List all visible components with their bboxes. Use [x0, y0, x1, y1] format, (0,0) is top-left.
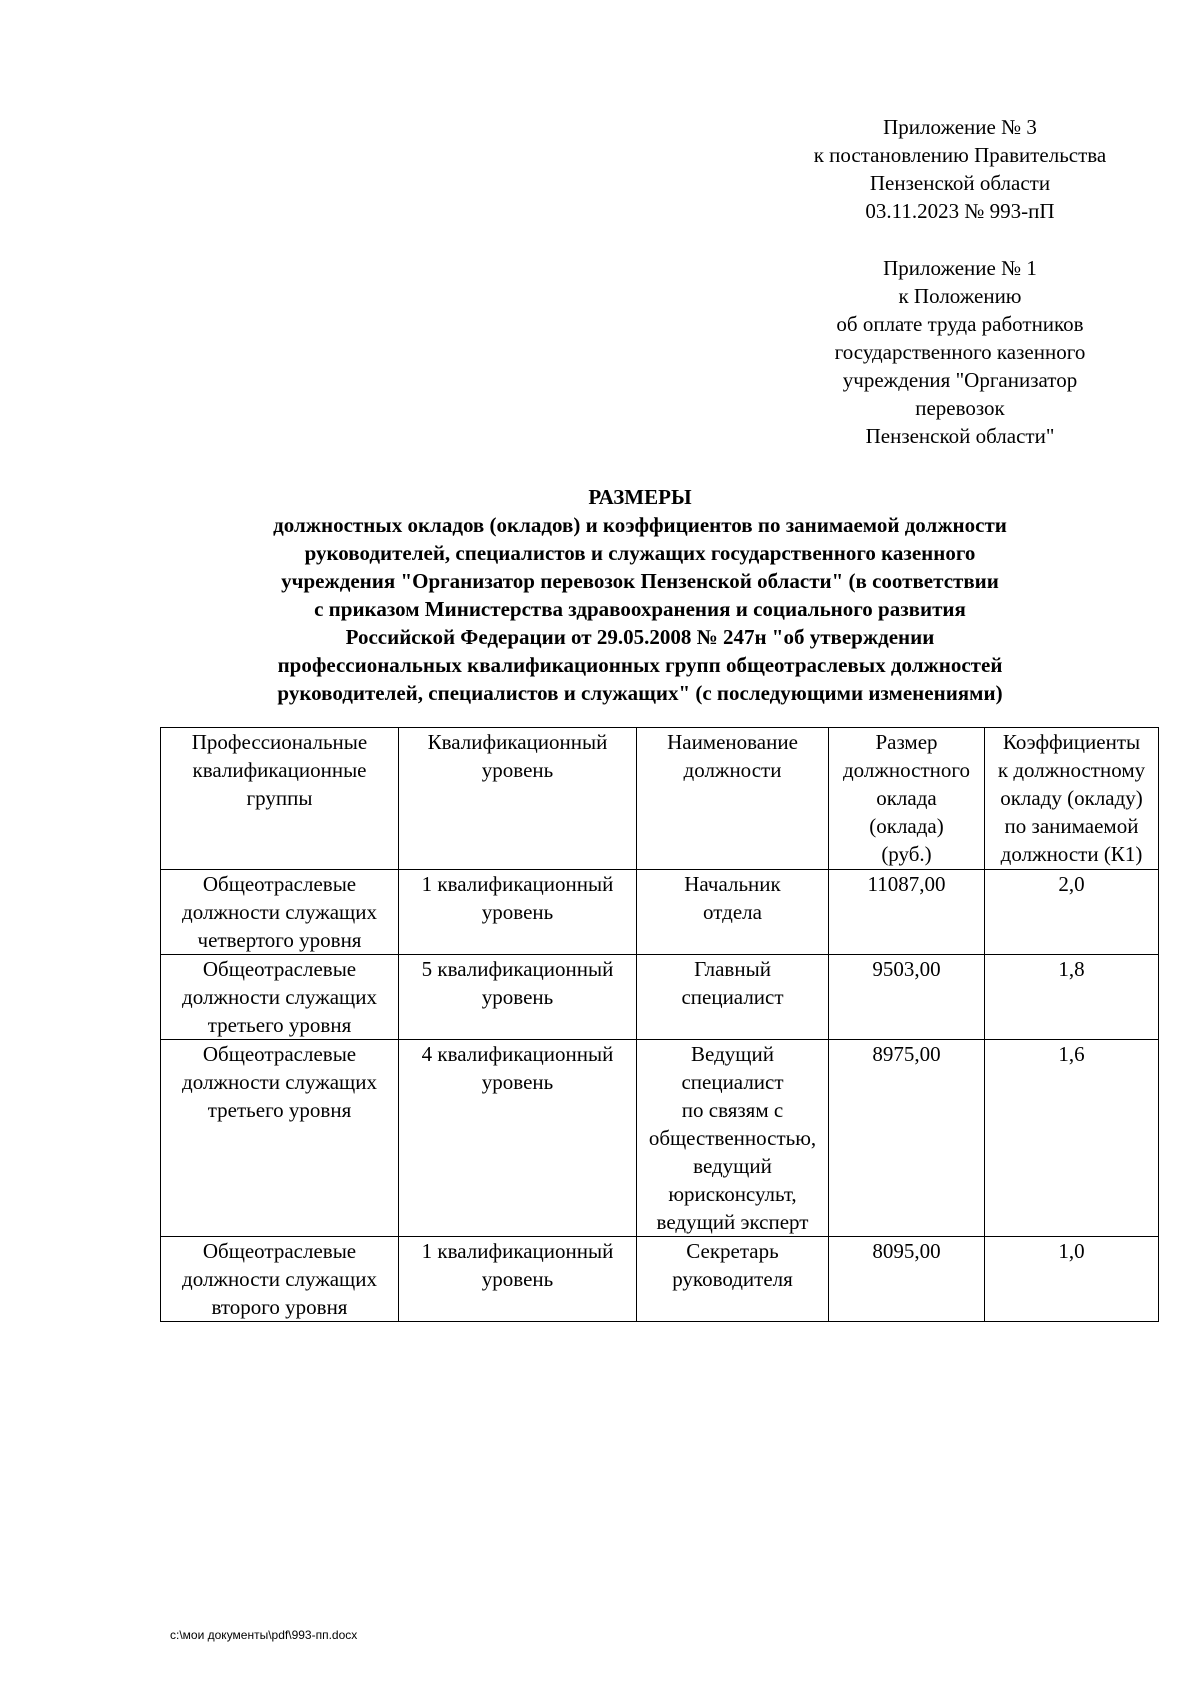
cell-salary: 11087,00	[829, 870, 985, 955]
table-row	[161, 1040, 1159, 1237]
header-position-name: Наименование должности	[637, 728, 829, 870]
cell-group: Общеотраслевые должности служащих третьего уровня	[161, 955, 399, 1040]
cell-salary: 9503,00	[829, 955, 985, 1040]
table-row	[161, 870, 1159, 955]
salary-table	[160, 727, 1159, 1322]
appendix-3-line: Пензенской области	[869, 171, 1051, 195]
document-title	[160, 483, 1120, 707]
cell-group: Общеотраслевые должности служащих второго уровня	[161, 1237, 399, 1322]
cell-salary: 8095,00	[829, 1237, 985, 1322]
appendix-1-line: об оплате труда работников	[836, 312, 1084, 336]
footer-file-path: c:\мои документы\pdf\993-пп.docx	[170, 1628, 358, 1642]
cell-position: Секретарь руководителя	[637, 1237, 829, 1322]
title-line: руководителей, специалистов и служащих государственного казенного	[304, 541, 976, 565]
cell-position: Начальник отдела	[637, 870, 829, 955]
table-row	[161, 1237, 1159, 1322]
appendix-1-line: государственного казенного	[834, 340, 1086, 364]
appendix-1-header	[780, 254, 1140, 450]
appendix-1-line: учреждения "Организатор	[842, 368, 1078, 392]
cell-level: 5 квалификационный уровень	[399, 955, 637, 1040]
cell-position: Ведущий специалист по связям с общественностью, ведущий юрисконсульт, ведущий эксперт	[637, 1040, 829, 1237]
appendix-3-header	[780, 113, 1140, 225]
title-heading: РАЗМЕРЫ	[588, 485, 692, 509]
title-line: с приказом Министерства здравоохранения и социального развития	[314, 597, 966, 621]
appendix-3-date-number: 03.11.2023 № 993-пП	[865, 199, 1055, 223]
appendix-1-line: перевозок	[915, 396, 1005, 420]
cell-coefficient: 1,6	[985, 1040, 1159, 1237]
cell-level: 1 квалификационный уровень	[399, 1237, 637, 1322]
cell-coefficient: 2,0	[985, 870, 1159, 955]
title-line: профессиональных квалификационных групп общеотраслевых должностей	[277, 653, 1003, 677]
cell-level: 4 квалификационный уровень	[399, 1040, 637, 1237]
cell-level: 1 квалификационный уровень	[399, 870, 637, 955]
cell-coefficient: 1,0	[985, 1237, 1159, 1322]
title-line: Российской Федерации от 29.05.2008 № 247н "об утверждении	[345, 625, 935, 649]
table-header-row	[161, 728, 1159, 870]
title-line: должностных окладов (окладов) и коэффициентов по занимаемой должности	[273, 513, 1007, 537]
header-coefficient: Коэффициенты к должностному окладу (окладу) по занимаемой должности (К1)	[985, 728, 1159, 870]
header-qualification-level: Квалификационный уровень	[399, 728, 637, 870]
cell-position: Главный специалист	[637, 955, 829, 1040]
appendix-3-line: к постановлению Правительства	[813, 143, 1107, 167]
cell-salary: 8975,00	[829, 1040, 985, 1237]
cell-coefficient: 1,8	[985, 955, 1159, 1040]
title-line: учреждения "Организатор перевозок Пензенской области" (в соответствии	[281, 569, 999, 593]
table-row	[161, 955, 1159, 1040]
appendix-1-line: Приложение № 1	[883, 256, 1037, 280]
appendix-3-line: Приложение № 3	[883, 115, 1037, 139]
appendix-1-line: Пензенской области"	[865, 424, 1055, 448]
cell-group: Общеотраслевые должности служащих четвертого уровня	[161, 870, 399, 955]
cell-group: Общеотраслевые должности служащих третьего уровня	[161, 1040, 399, 1237]
header-professional-groups: Профессиональные квалификационные группы	[161, 728, 399, 870]
header-salary: Размер должностного оклада (оклада) (руб.)	[829, 728, 985, 870]
title-line: руководителей, специалистов и служащих" (с последующими изменениями)	[277, 681, 1003, 705]
appendix-1-line: к Положению	[898, 284, 1022, 308]
